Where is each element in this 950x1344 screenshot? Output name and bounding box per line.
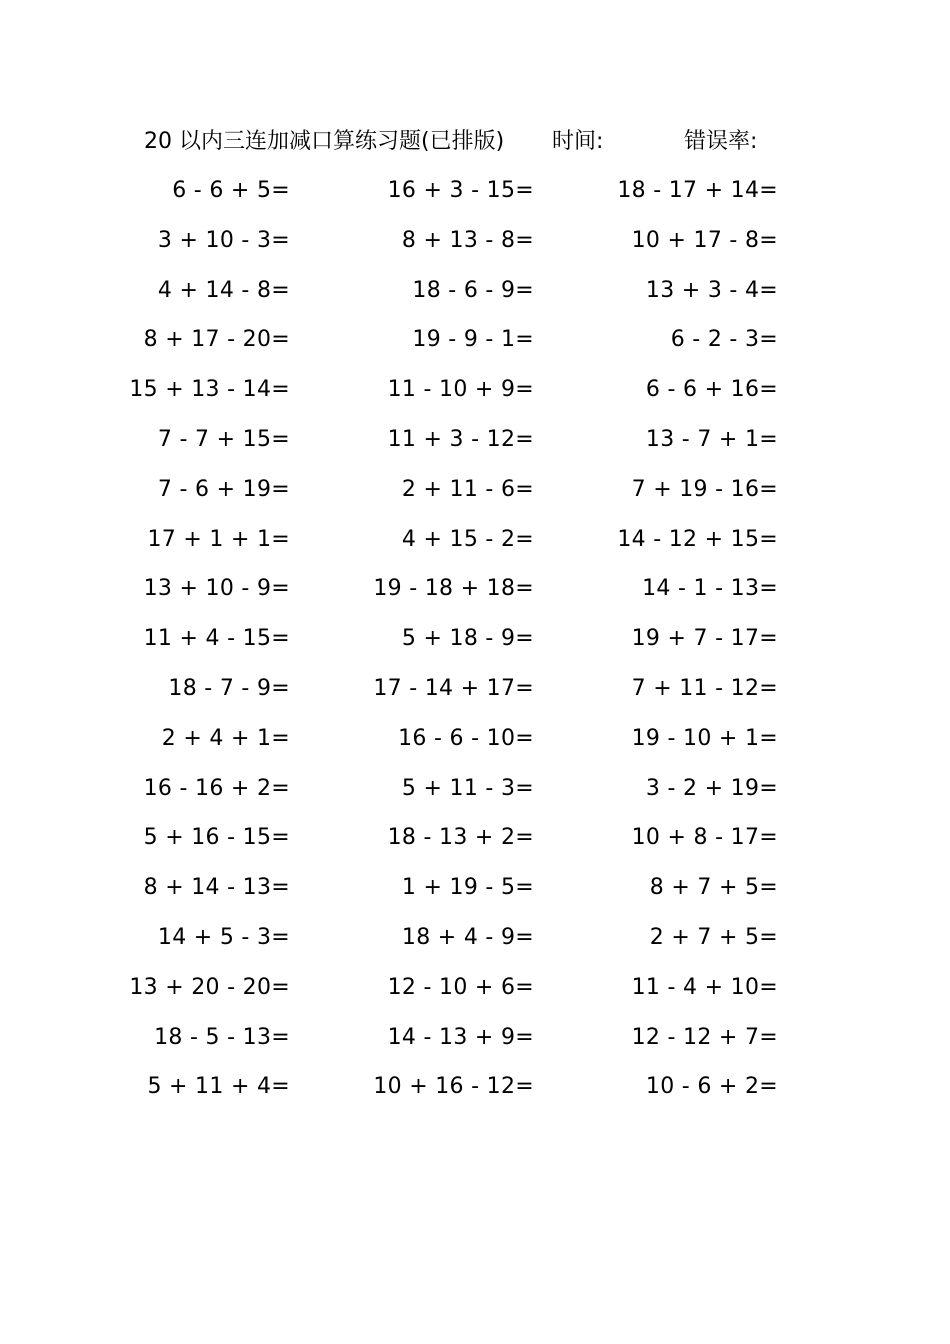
problem-row (0, 913, 950, 963)
math-problem: 17 + 1 + 1= (147, 526, 290, 552)
math-problem: 19 + 7 - 17= (631, 626, 778, 652)
math-problem: 12 - 12 + 7= (631, 1024, 778, 1050)
math-problem: 3 + 10 - 3= (157, 227, 290, 253)
math-problem: 13 + 3 - 4= (645, 277, 778, 303)
math-problem: 18 + 4 - 9= (401, 924, 534, 950)
math-problem: 19 - 9 - 1= (412, 327, 534, 353)
math-problem: 7 + 19 - 16= (631, 476, 778, 502)
math-problem: 8 + 13 - 8= (401, 227, 534, 253)
time-label: 时间: (552, 129, 604, 154)
math-problem: 7 - 7 + 15= (157, 426, 290, 452)
math-problem: 5 + 11 - 3= (401, 775, 534, 801)
problem-row (0, 166, 950, 216)
math-problem: 2 + 7 + 5= (649, 924, 778, 950)
math-problem: 18 - 7 - 9= (168, 675, 290, 701)
math-problem: 5 + 11 + 4= (147, 1074, 290, 1100)
math-problem: 17 - 14 + 17= (373, 675, 534, 701)
problem-row (0, 614, 950, 664)
worksheet-header (0, 124, 950, 160)
math-problem: 5 + 16 - 15= (143, 825, 290, 851)
math-problem: 11 - 4 + 10= (631, 974, 778, 1000)
math-problem: 7 + 11 - 12= (631, 675, 778, 701)
math-problem: 18 - 5 - 13= (154, 1024, 290, 1050)
math-problem: 8 + 17 - 20= (143, 327, 290, 353)
problem-row (0, 315, 950, 365)
problem-row (0, 564, 950, 614)
math-problem: 14 - 1 - 13= (642, 576, 778, 602)
problem-row (0, 415, 950, 465)
problem-row (0, 266, 950, 316)
math-problem: 18 - 6 - 9= (412, 277, 534, 303)
math-problem: 13 + 10 - 9= (143, 576, 290, 602)
problem-grid (0, 166, 950, 1112)
math-problem: 11 - 10 + 9= (387, 377, 534, 403)
problem-row (0, 714, 950, 764)
math-problem: 10 + 17 - 8= (631, 227, 778, 253)
math-problem: 1 + 19 - 5= (401, 875, 534, 901)
math-problem: 7 - 6 + 19= (157, 476, 290, 502)
math-problem: 2 + 11 - 6= (401, 476, 534, 502)
math-problem: 10 - 6 + 2= (645, 1074, 778, 1100)
problem-row (0, 863, 950, 913)
math-problem: 11 + 3 - 12= (387, 426, 534, 452)
math-problem: 19 - 18 + 18= (373, 576, 534, 602)
problem-row (0, 764, 950, 814)
math-problem: 15 + 13 - 14= (129, 377, 290, 403)
problem-row (0, 664, 950, 714)
math-problem: 8 + 7 + 5= (649, 875, 778, 901)
math-problem: 6 - 6 + 16= (645, 377, 778, 403)
problem-row (0, 813, 950, 863)
math-problem: 13 + 20 - 20= (129, 974, 290, 1000)
math-problem: 18 - 17 + 14= (617, 178, 778, 203)
math-problem: 6 - 6 + 5= (172, 178, 290, 203)
math-problem: 2 + 4 + 1= (161, 725, 290, 751)
math-problem: 5 + 18 - 9= (401, 626, 534, 652)
math-problem: 8 + 14 - 13= (143, 875, 290, 901)
problem-row (0, 465, 950, 515)
math-problem: 16 - 16 + 2= (143, 775, 290, 801)
math-problem: 19 - 10 + 1= (631, 725, 778, 751)
math-problem: 10 + 8 - 17= (631, 825, 778, 851)
math-problem: 6 - 2 - 3= (670, 327, 778, 353)
math-problem: 14 + 5 - 3= (157, 924, 290, 950)
worksheet-title: 20 以内三连加减口算练习题(已排版) (144, 129, 505, 154)
math-problem: 16 - 6 - 10= (398, 725, 534, 751)
math-problem: 4 + 15 - 2= (401, 526, 534, 552)
math-problem: 11 + 4 - 15= (143, 626, 290, 652)
problem-row (0, 1062, 950, 1112)
error-rate-label: 错误率: (684, 129, 758, 154)
math-problem: 14 - 13 + 9= (387, 1024, 534, 1050)
math-problem: 4 + 14 - 8= (157, 277, 290, 303)
problem-row (0, 963, 950, 1013)
problem-row (0, 216, 950, 266)
math-problem: 3 - 2 + 19= (645, 775, 778, 801)
problem-row (0, 1013, 950, 1063)
math-problem: 14 - 12 + 15= (617, 526, 778, 552)
math-problem: 12 - 10 + 6= (387, 974, 534, 1000)
problem-row (0, 515, 950, 565)
math-problem: 18 - 13 + 2= (387, 825, 534, 851)
problem-row (0, 365, 950, 415)
math-problem: 13 - 7 + 1= (645, 426, 778, 452)
math-problem: 10 + 16 - 12= (373, 1074, 534, 1100)
math-problem: 16 + 3 - 15= (387, 178, 534, 203)
